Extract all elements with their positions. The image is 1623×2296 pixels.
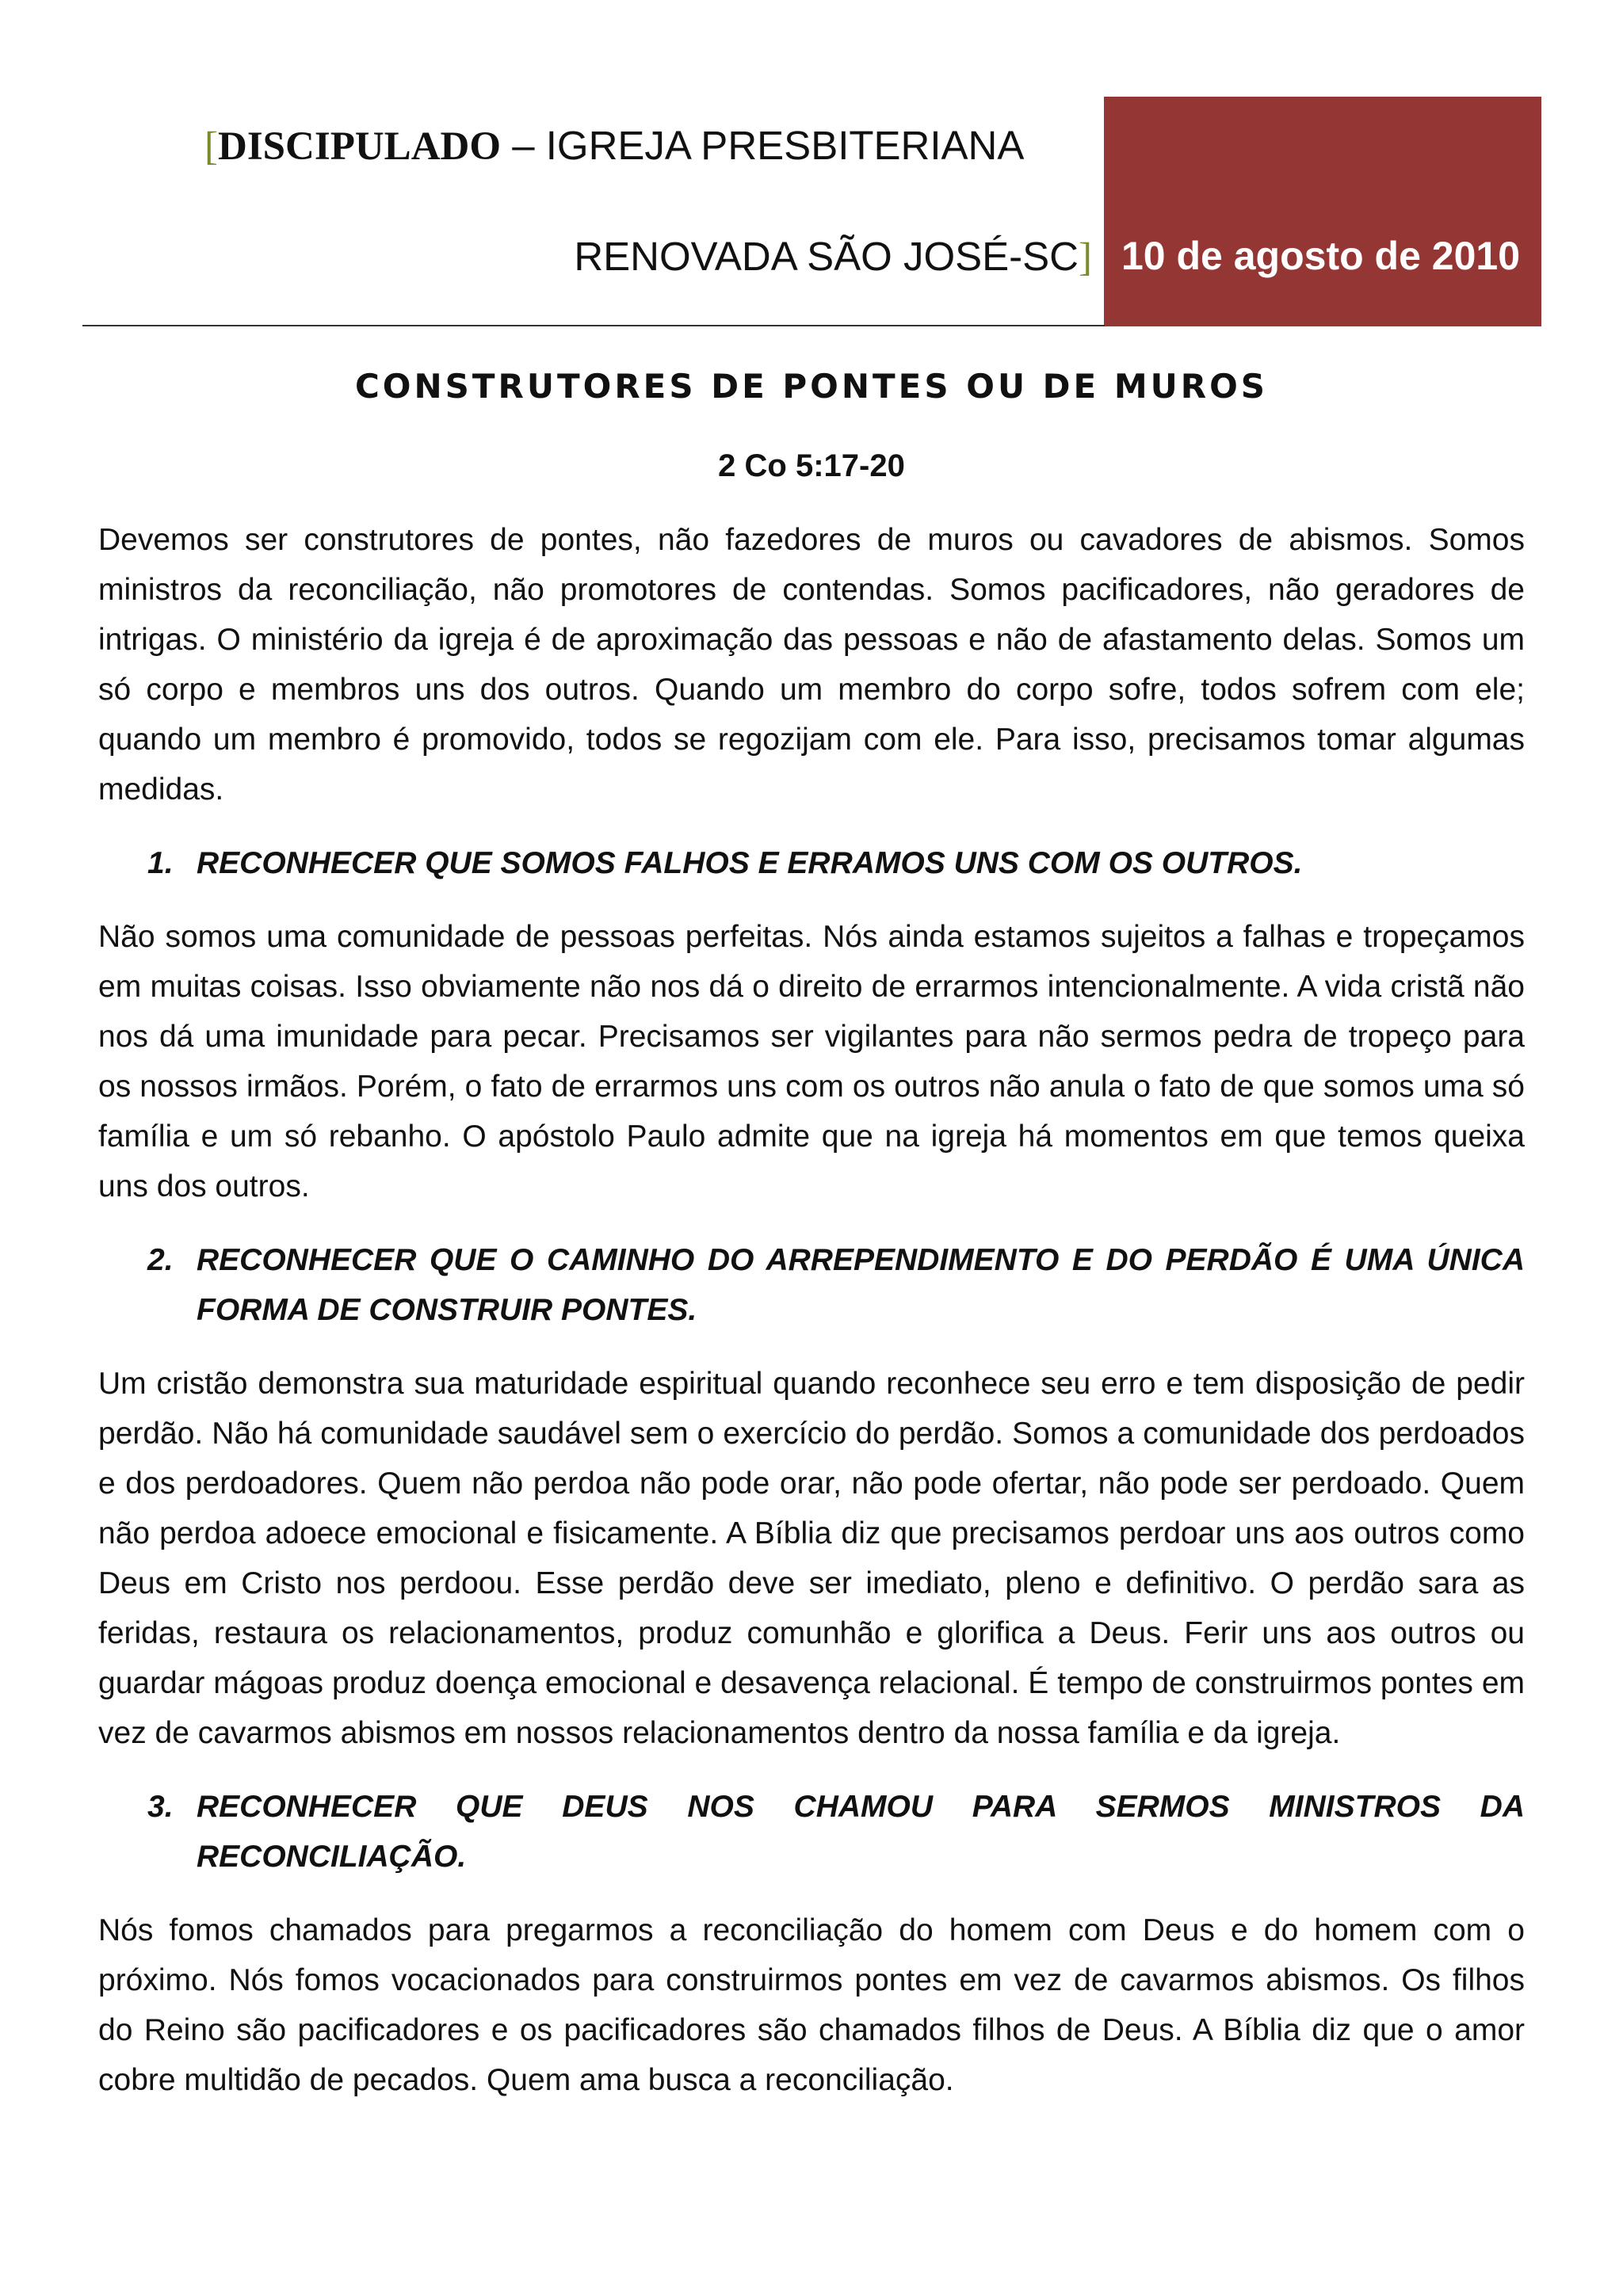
bible-reference: 2 Co 5:17-20 (718, 448, 905, 483)
section-body-2: Um cristão demonstra sua maturidade espiritual quando reconhece seu erro e tem disposição de pedir perdão. Não há comunidade saudável sem o exercício do perdão. Somos a comunidade dos perdoados e dos perdoadores. Quem não perdoa não pode orar, não pode ofertar, não pode ser perdoado. Quem não perdoa adoece emocional e fisicamente. A Bíblia diz que precisamos perdoar uns aos outros como Deus em Cristo nos perdoou. Esse perdão deve ser imediato, pleno e definitivo. O perdão sara as feridas, restaura os relacionamentos, produz comunhão e glorifica a Deus. Ferir uns aos outros ou guardar mágoas produz doença emocional e desavença relacional. É tempo de construirmos pontes em vez de cavarmos abismos em nossos relacionamentos dentro da nossa família e da igreja. (98, 1367, 1525, 1750)
section-body-3: Nós fomos chamados para pregarmos a reconciliação do homem com Deus e do homem com o próximo. Nós fomos vocacionados para construirmos pontes em vez de cavarmos abismos. Os filhos do Reino são pacificadores e os pacificadores são chamados filhos de Deus. A Bíblia diz que o amor cobre multidão de pecados. Quem ama busca a reconciliação. (98, 1913, 1525, 2097)
intro-paragraph: Devemos ser construtores de pontes, não fazedores de muros ou cavadores de abismos. Somos ministros da reconciliação, não promotores de contendas. Somos pacificadores, não geradores de intrigas. O ministério da igreja é de aproximação das pessoas e não de afastamento delas. Somos um só corpo e membros uns dos outros. Quando um membro do corpo sofre, todos sofrem com ele; quando um membro é promovido, todos se regozijam com ele. Para isso, precisamos tomar algumas medidas. (98, 523, 1525, 807)
header-divider (82, 325, 1105, 326)
header-church-name-part1: IGREJA PRESBITERIANA (545, 123, 1025, 168)
page-header (0, 0, 1623, 333)
header-line-2 (574, 236, 1092, 278)
document-body (98, 366, 1525, 2105)
date-box (1104, 97, 1541, 326)
section-heading-text: RECONHECER QUE SOMOS FALHOS E ERRAMOS UNS COM OS OUTROS. (197, 846, 1303, 880)
section-heading-text: RECONHECER QUE DEUS NOS CHAMOU PARA SERMOS MINISTROS DA RECONCILIAÇÃO. (197, 1790, 1525, 1874)
document-title: CONSTRUTORES DE PONTES OU DE MUROS (354, 367, 1269, 406)
section-body-1: Não somos uma comunidade de pessoas perfeitas. Nós ainda estamos sujeitos a falhas e tropeçamos em muitas coisas. Isso obviamente não nos dá o direito de errarmos intencionalmente. A vida cristã não nos dá uma imunidade para pecar. Precisamos ser vigilantes para não sermos pedra de tropeço para os nossos irmãos. Porém, o fato de errarmos uns com os outros não anula o fato de que somos uma só família e um só rebanho. O apóstolo Paulo admite que na igreja há momentos em que temos queixa uns dos outros. (98, 920, 1525, 1203)
header-line-1 (204, 125, 1024, 167)
section-number: 1. (147, 846, 174, 880)
section-heading-text: RECONHECER QUE O CAMINHO DO ARREPENDIMENTO E DO PERDÃO É UMA ÚNICA FORMA DE CONSTRUIR PONTES. (197, 1243, 1525, 1327)
header-close-bracket: ] (1079, 235, 1092, 280)
header-dash: – (501, 123, 546, 168)
section-heading-3 (98, 1782, 1525, 1882)
section-number: 2. (147, 1243, 174, 1277)
section-heading-2 (98, 1235, 1525, 1335)
header-church-name-part2: RENOVADA SÃO JOSÉ-SC (574, 234, 1079, 279)
section-heading-1 (98, 838, 1525, 888)
header-brand: DISCIPULADO (217, 124, 502, 169)
document-date: 10 de agosto de 2010 (1121, 234, 1521, 278)
header-open-bracket: [ (204, 124, 218, 169)
section-number: 3. (147, 1790, 174, 1824)
